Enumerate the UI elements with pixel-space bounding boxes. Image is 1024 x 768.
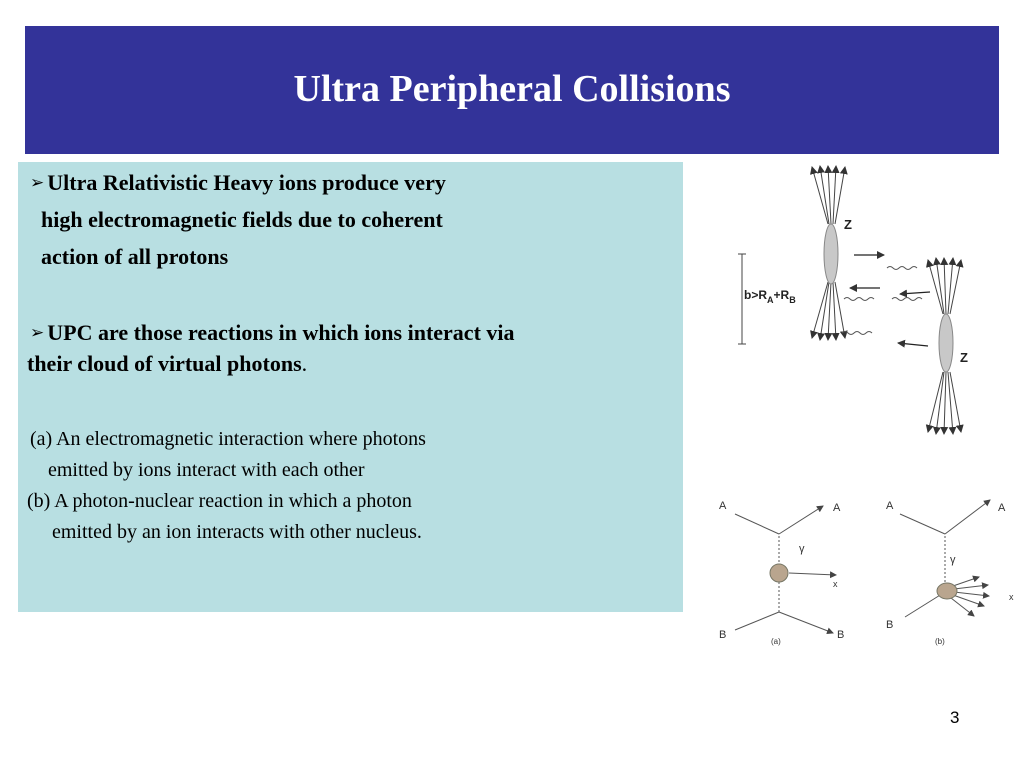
- diagram-a-x-label: x: [833, 579, 838, 589]
- virtual-photons: [842, 267, 922, 335]
- diagram-a-label-top-right: A: [833, 502, 841, 514]
- list-item-a-line-1: (a) An electromagnetic interaction where photons: [30, 428, 426, 450]
- title-bar: [25, 26, 999, 154]
- diagram-b-label-top-right: A: [998, 502, 1006, 514]
- diagram-b-gamma-label: γ: [950, 554, 956, 566]
- diagram-b-x-label: x: [1009, 592, 1014, 602]
- arrow-bullet-icon: ➢: [30, 323, 45, 343]
- label-z-1: Z: [844, 217, 852, 232]
- list-item-b-line-1: (b) A photon-nuclear reaction in which a photon: [27, 490, 412, 512]
- photon-arrows: [850, 255, 930, 346]
- label-impact-parameter: $b>R_A+R_B$: [744, 288, 796, 305]
- label-z-2: Z: [960, 350, 968, 365]
- bullet-1-line-1: ➢ Ultra Relativistic Heavy ions produce very: [30, 170, 446, 195]
- diagram-b-label-bottom-left: B: [886, 619, 894, 631]
- bullet-1-line-3: action of all protons: [41, 244, 229, 269]
- diagram-a-label-bottom-right: B: [837, 629, 845, 641]
- diagram-a-caption: (a): [771, 637, 781, 646]
- diagram-b: [900, 500, 990, 617]
- diagram-b-caption: (b): [935, 637, 945, 646]
- list-item-b-line-2: emitted by an ion interacts with other nucleus.: [52, 521, 422, 543]
- diagram-a-gamma-label: γ: [799, 543, 805, 555]
- nucleus-1: [812, 166, 845, 340]
- diagram-a-label-bottom-left: B: [719, 629, 727, 641]
- bullet-1-line-2: high electromagnetic fields due to coherent: [41, 207, 443, 232]
- diagram-a-label-top-left: A: [719, 500, 727, 512]
- collision-diagram: [732, 162, 994, 438]
- page-number: 3: [950, 708, 960, 727]
- bullet-2-line-2: their cloud of virtual photons.: [27, 351, 308, 376]
- bullet-2-line-1: ➢ UPC are those reactions in which ions interact via: [30, 320, 515, 345]
- list-item-a-line-2: emitted by ions interact with each other: [48, 459, 365, 481]
- diagram-a: [735, 506, 836, 633]
- arrow-bullet-icon: ➢: [30, 173, 45, 193]
- diagram-b-label-top-left: A: [886, 500, 894, 512]
- slide-title: Ultra Peripheral Collisions: [293, 68, 731, 110]
- nucleus-2: [928, 258, 961, 434]
- interaction-diagrams: [705, 482, 1024, 652]
